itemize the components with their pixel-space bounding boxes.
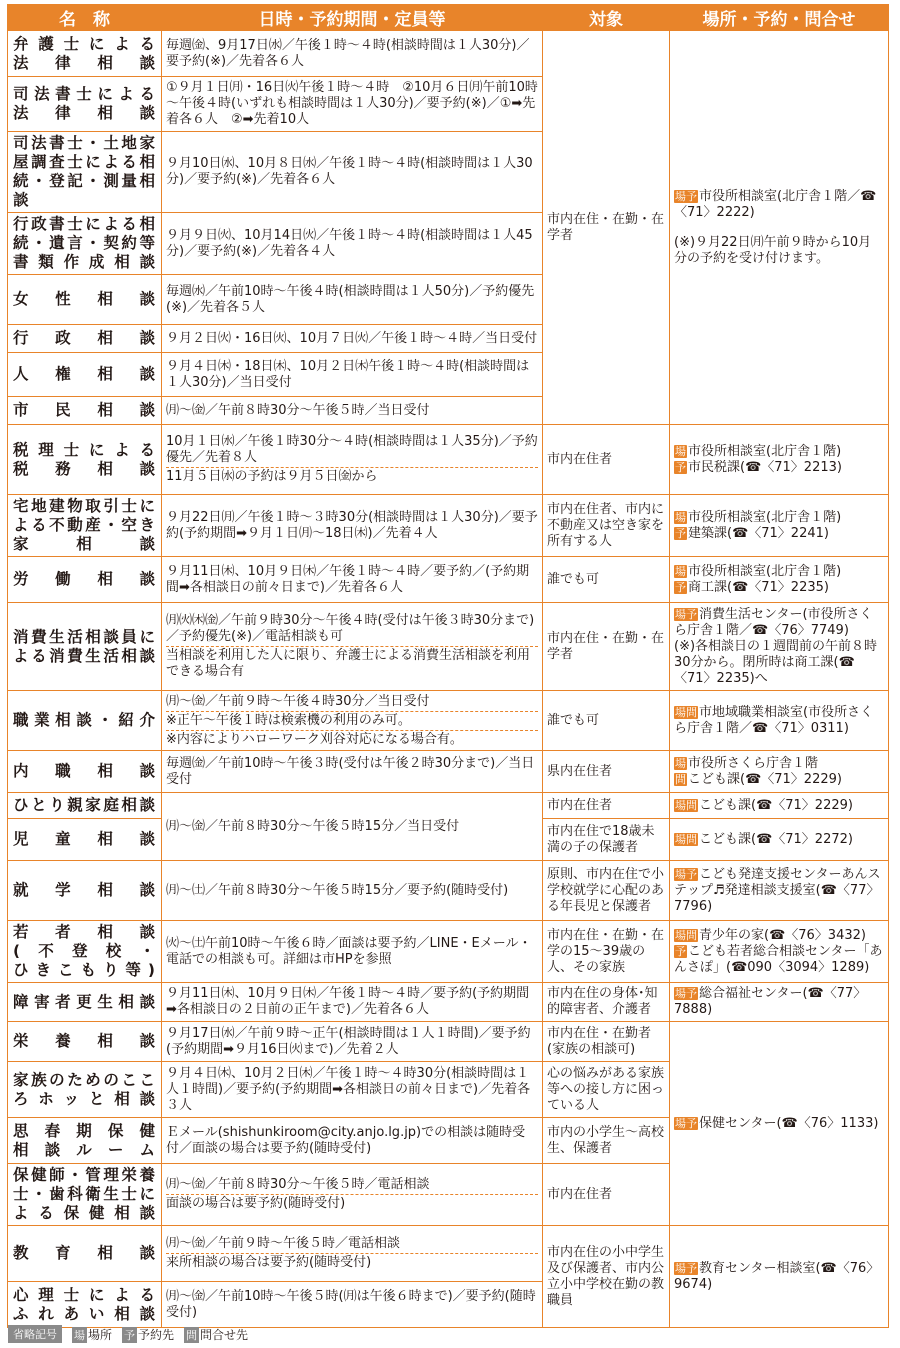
schedule-text: ９月４日㈭・18日㈭、10月２日㈭午後１時～４時(相談時間は１人30分)／当日受付 (166, 358, 530, 390)
schedule-cell (162, 691, 543, 751)
schedule-text: ９月17日㈬／午前９時～正午(相談時間は１人１時間)／要予約(予約期間➡９月16日㈫まで)／先着２人 (166, 1025, 531, 1057)
schedule-cell (162, 1226, 543, 1282)
legend-tag: 場 (74, 1328, 85, 1342)
place-line (674, 928, 884, 944)
schedule-text: 10月１日㈬／午後１時30分～４時(相談時間は１人35分)／予約優先／先着８人 (166, 434, 538, 465)
schedule-cell (162, 751, 543, 793)
schedule-cell (162, 397, 543, 425)
consultation-name (8, 425, 162, 495)
name-text: 教育相談 (13, 1244, 156, 1262)
schedule-cell (162, 603, 543, 691)
place-text: 教育センター相談室(☎〈76〉9674) (674, 1260, 880, 1292)
header-name: 名 称 (8, 5, 162, 31)
consultation-name (8, 1118, 162, 1164)
place-line (674, 798, 884, 814)
target-cell: 市内の小学生～高校生、保護者 (543, 1118, 670, 1164)
consultation-name (8, 213, 162, 275)
table-row (8, 793, 889, 819)
schedule-cell (162, 1282, 543, 1328)
place-line (674, 986, 884, 1018)
target-cell: 誰でも可 (543, 691, 670, 751)
schedule-cell (162, 132, 543, 213)
schedule-text: ９月10日㈬、10月８日㈬／午後１時～４時(相談時間は１人30分)／要予約(※)／先着各６人 (166, 156, 533, 187)
place-cell (670, 31, 889, 425)
consultation-name (8, 325, 162, 353)
place-text: こども若者総合相談センター「あんさぽ」(☎090〈3094〉1289) (674, 943, 883, 975)
schedule-text: ㈪～㈮／午前９時～午後４時30分／当日受付 (166, 693, 430, 709)
place-cell (670, 425, 889, 495)
target-cell: 市内在住・在勤・在学者 (543, 31, 670, 425)
table-row (8, 425, 889, 495)
place-tag: 場問 (675, 798, 697, 812)
schedule-cell (162, 557, 543, 603)
place-text: 商工課(☎〈71〉2235) (688, 579, 829, 595)
name-text: ひとり親家庭相談 (13, 796, 156, 814)
legend-label: 省略記号 (8, 1325, 62, 1343)
schedule-text: ９月22日㈪／午後１時～３時30分(相談時間は１人30分)／要予約(予約期間➡９月１日㈪～18日㈭)／先着４人 (166, 509, 538, 541)
schedule-text: ㈪～㈯／午前８時30分～午後５時15分／要予約(随時受付) (166, 882, 509, 898)
place-tag: 場予 (675, 1261, 697, 1275)
place-text: 消費生活センター(市役所さくら庁舎１階／☎〈76〉7749) (674, 606, 873, 638)
place-line (674, 832, 884, 848)
name-text: 保健師・管理栄養士・歯科衛生士による保健相談 (13, 1166, 156, 1222)
place-cell (670, 793, 889, 819)
consultation-name (8, 353, 162, 397)
place-text: こども課(☎〈71〉2272) (699, 831, 853, 847)
place-cell (670, 819, 889, 861)
schedule-cell (162, 1118, 543, 1164)
name-text: 職業相談・紹介 (13, 711, 156, 729)
schedule-cell (162, 353, 543, 397)
place-tag: 場予 (675, 987, 697, 1000)
place-tag: 予 (675, 944, 686, 958)
place-line (674, 564, 884, 580)
target-cell: 市内在住者 (543, 1164, 670, 1226)
table-header-row (8, 5, 889, 31)
place-cell (670, 1022, 889, 1226)
schedule-cell (162, 325, 543, 353)
place-tag: 場問 (675, 832, 697, 846)
table-row (8, 557, 889, 603)
legend-item (72, 1326, 112, 1343)
schedule-text: ９月11日㈭、10月９日㈭／午後１時～４時／要予約／(予約期間➡各相談日の前々日まで)／先着各６人 (166, 563, 530, 595)
place-line (674, 639, 884, 687)
place-tag: 場 (675, 444, 686, 458)
legend (8, 1325, 248, 1343)
consultation-name (8, 495, 162, 557)
place-line (674, 607, 884, 639)
place-cell (670, 861, 889, 921)
schedule-text: ㈪～㈮／午前10時～午後５時(㈪は午後６時まで)／要予約(随時受付) (166, 1288, 536, 1320)
place-cell (670, 983, 889, 1022)
consultation-table-container (7, 4, 888, 1328)
consultation-name (8, 861, 162, 921)
consultation-name (8, 819, 162, 861)
place-line (674, 867, 884, 915)
schedule-cell (162, 213, 543, 275)
target-cell: 市内在住の小中学生及び保護者、市内公立小中学校在勤の教職員 (543, 1226, 670, 1328)
schedule-text: ㈪㈫㈭㈮／午前９時30分～午後４時(受付は午後３時30分まで)／予約優先(※)／電話相談も可 (166, 613, 535, 644)
schedule-cell: ㈪～㈮／午前８時30分～午後５時15分／当日受付 (162, 793, 543, 861)
header-schedule: 日時・予約期間・定員等 (162, 5, 543, 31)
consultation-name (8, 31, 162, 77)
place-line (674, 580, 884, 596)
name-text: 消費生活相談員による消費生活相談 (13, 627, 156, 665)
schedule-text: 当相談を利用した人に限り、弁護士による消費生活相談を利用できる場合有 (166, 646, 538, 681)
schedule-text: Ｅメール(shishunkiroom@city.anjo.lg.jp)での相談は随時受付／面談の場合は要予約(随時受付) (166, 1124, 526, 1156)
target-cell: 市内在住の身体･知的障害者、介護者 (543, 983, 670, 1022)
legend-tag: 問 (186, 1328, 198, 1342)
place-cell (670, 495, 889, 557)
place-text: 保健センター(☎〈76〉1133) (699, 1115, 879, 1131)
name-text: 行政書士による相続・遺言・契約等書類作成相談 (13, 215, 156, 271)
place-text: 市役所相談室(北庁舎１階／☎〈71〉2222) (674, 188, 877, 220)
schedule-text: 来所相談の場合は要予約(随時受付) (166, 1253, 538, 1272)
legend-item (184, 1326, 248, 1343)
consultation-name (8, 1226, 162, 1282)
place-line (674, 189, 884, 221)
name-text: 宅地建物取引士による不動産・空き家相談 (13, 497, 156, 553)
name-text: 行政相談 (13, 329, 156, 347)
consultation-name (8, 275, 162, 325)
legend-text: 問合せ先 (200, 1327, 249, 1342)
place-tag: 場 (675, 564, 686, 578)
schedule-text: ㈪～㈮／午前８時30分～午後５時／当日受付 (166, 402, 430, 418)
schedule-cell (162, 1164, 543, 1226)
schedule-cell (162, 275, 543, 325)
schedule-cell (162, 861, 543, 921)
table-row (8, 861, 889, 921)
name-text: 家族のためのこころホッと相談 (13, 1070, 156, 1108)
target-cell: 県内在住者 (543, 751, 670, 793)
table-row (8, 1022, 889, 1062)
target-cell: 市内在住者 (543, 425, 670, 495)
consultation-name (8, 1282, 162, 1328)
target-cell: 市内在住者 (543, 793, 670, 819)
place-text: 市役所さくら庁舎１階 (688, 755, 819, 771)
place-line (674, 444, 884, 460)
place-line (674, 705, 884, 737)
consultation-name (8, 751, 162, 793)
schedule-text: ９月11日㈭、10月９日㈭／午後１時～４時／要予約(予約期間➡各相談日の２日前の正午まで)／先着各６人 (166, 986, 530, 1017)
name-text: 弁護士による 法律相談 (13, 34, 156, 72)
schedule-text: 毎週㈮、9月17日㈬／午後１時～４時(相談時間は１人30分)／要予約(※)／先着各６人 (166, 37, 530, 69)
schedule-text: ９月４日㈭、10月２日㈭／午後１時～４時30分(相談時間は１人１時間)／要予約(予約期間➡各相談日の前々日まで)／先着各３人 (166, 1065, 531, 1113)
place-line (674, 460, 884, 476)
schedule-text: ９月９日㈫、10月14日㈫／午後１時～４時(相談時間は１人45分)／要予約(※)／先着各４人 (166, 227, 533, 259)
legend-text: 場所 (88, 1327, 113, 1342)
consultation-name (8, 1164, 162, 1226)
schedule-text: ９月２日㈫・16日㈫、10月７日㈫／午後１時～４時／当日受付 (166, 330, 538, 346)
place-cell (670, 557, 889, 603)
name-text: 労働相談 (13, 570, 156, 588)
place-cell (670, 921, 889, 983)
consultation-name (8, 132, 162, 213)
name-text: 思春期保健 相談ルーム (13, 1121, 156, 1159)
place-line (674, 510, 884, 526)
schedule-text: ①９月１日㈪・16日㈫午後１時～４時 ②10月６日㈪午前10時～午後４時(いずれも相談時間は１人30分)／要予約(※)／①➡先着各６人 ②➡先着10人 (166, 80, 538, 127)
consultation-name (8, 921, 162, 983)
target-cell: 原則、市内在住で小学校就学に心配のある年長児と保護者 (543, 861, 670, 921)
legend-tag: 予 (124, 1328, 136, 1342)
target-cell: 市内在住・在勤・在学者 (543, 603, 670, 691)
place-text: 市役所相談室(北庁舎１階) (688, 563, 842, 579)
place-text: 総合福祉センター(☎〈77〉7888) (674, 986, 867, 1017)
place-text: 市民税課(☎〈71〉2213) (688, 459, 842, 475)
consultation-table (7, 4, 889, 1328)
place-line (674, 1261, 884, 1293)
target-cell: 市内在住・在勤・在学の15～39歳の人、その家族 (543, 921, 670, 983)
place-text: 市役所相談室(北庁舎１階) (688, 443, 842, 459)
place-text: 建築課(☎〈71〉2241) (688, 525, 829, 541)
legend-item (122, 1326, 174, 1343)
schedule-text: 毎週㈮／午前10時～午後３時(受付は午後２時30分まで)／当日受付 (166, 755, 535, 787)
place-tag: 問 (675, 772, 686, 786)
schedule-cell (162, 1022, 543, 1062)
place-tag: 場問 (675, 928, 697, 942)
place-cell (670, 691, 889, 751)
schedule-text: ※正午～午後１時は検索機の利用のみ可。 (166, 711, 538, 730)
schedule-text: ㈫～㈯午前10時～午後６時／面談は要予約／LINE・Eメール・電話での相談も可。詳細は市HPを参照 (166, 935, 532, 967)
consultation-name (8, 983, 162, 1022)
schedule-text: ㈪～㈮／午前８時30分～午後５時／電話相談 (166, 1177, 430, 1192)
target-cell: 心の悩みがある家族等への接し方に困っている人 (543, 1062, 670, 1118)
place-line (674, 944, 884, 976)
place-tag: 場予 (675, 1116, 697, 1130)
place-line (674, 1116, 884, 1132)
place-cell (670, 1226, 889, 1328)
header-target: 対象 (543, 5, 670, 31)
place-tag: 予 (675, 526, 686, 540)
name-text: 若者相談 (不登校・ ひきこもり等) (13, 923, 156, 979)
name-text: 司法書士・土地家屋調査士による相続・登記・測量相談 (13, 134, 156, 209)
consultation-name (8, 1022, 162, 1062)
name-text: 栄養相談 (13, 1032, 156, 1050)
legend-text: 予約先 (138, 1327, 175, 1342)
table-row (8, 603, 889, 691)
place-tag: 場予 (675, 607, 697, 621)
place-text: こども課(☎〈71〉2229) (699, 797, 853, 813)
consultation-name (8, 691, 162, 751)
target-cell: 誰でも可 (543, 557, 670, 603)
consultation-name (8, 557, 162, 603)
place-tag: 場問 (675, 705, 697, 719)
schedule-text: 面談の場合は要予約(随時受付) (166, 1194, 538, 1213)
consultation-name (8, 77, 162, 132)
name-text: 税理士による 税務相談 (13, 440, 156, 478)
schedule-cell (162, 31, 543, 77)
schedule-cell (162, 921, 543, 983)
place-text: 青少年の家(☎〈76〉3432) (699, 927, 866, 943)
table-row (8, 691, 889, 751)
consultation-name (8, 603, 162, 691)
name-text: 障害者更生相談 (13, 992, 156, 1011)
schedule-text: ㈪～㈮／午前９時～午後５時／電話相談 (166, 1236, 401, 1251)
table-row (8, 921, 889, 983)
place-tag: 予 (675, 580, 686, 594)
table-row (8, 495, 889, 557)
schedule-cell (162, 495, 543, 557)
table-row (8, 751, 889, 793)
name-text: 市民相談 (13, 401, 156, 419)
place-line (674, 756, 884, 772)
table-row (8, 1226, 889, 1282)
schedule-text: ※内容によりハローワーク刈谷対応になる場合有。 (166, 730, 538, 749)
place-text: 市役所相談室(北庁舎１階) (688, 509, 842, 525)
place-tag: 場 (675, 756, 686, 770)
name-text: 児童相談 (13, 830, 156, 848)
table-row (8, 31, 889, 77)
schedule-cell (162, 77, 543, 132)
target-cell: 市内在住・在勤者(家族の相談可) (543, 1022, 670, 1062)
consultation-name (8, 1062, 162, 1118)
place-note: (※)９月22日㈪午前９時から10月分の予約を受け付けます。 (674, 234, 872, 266)
place-line (674, 526, 884, 542)
name-text: 司法書士による 法律相談 (13, 85, 156, 122)
consultation-name (8, 793, 162, 819)
target-cell: 市内在住者、市内に不動産又は空き家を所有する人 (543, 495, 670, 557)
place-tag: 場予 (675, 189, 697, 203)
name-text: 人権相談 (13, 365, 156, 383)
schedule-cell (162, 983, 543, 1022)
place-tag: 場 (675, 510, 686, 524)
place-line (674, 772, 884, 788)
name-text: 内職相談 (13, 762, 156, 780)
target-cell: 市内在住で18歳未満の子の保護者 (543, 819, 670, 861)
place-text: こども課(☎〈71〉2229) (688, 771, 842, 787)
name-text: 就学相談 (13, 881, 156, 899)
place-tag: 予 (675, 460, 686, 474)
schedule-text: 11月５日㈬の予約は９月５日㈮から (166, 467, 538, 486)
place-tag: 場予 (675, 867, 697, 881)
name-text: 心理士による ふれあい相談 (13, 1285, 156, 1323)
schedule-cell (162, 425, 543, 495)
place-text: 市地域職業相談室(市役所さくら庁舎１階／☎〈71〉0311) (674, 704, 874, 736)
place-cell (670, 751, 889, 793)
place-cell (670, 603, 889, 691)
name-text: 女性相談 (13, 290, 156, 308)
consultation-name (8, 397, 162, 425)
table-row (8, 983, 889, 1022)
place-text: (※)各相談日の１週間前の午前８時30分から。閉所時は商工課(☎〈71〉2235)へ (674, 638, 878, 686)
schedule-text: 毎週㈬／午前10時～午後４時(相談時間は１人50分)／予約優先(※)／先着各５人 (166, 283, 535, 315)
place-text: こども発達支援センターあんステップ♬発達相談支援室(☎〈77〉7796) (674, 866, 881, 914)
header-place: 場所・予約・問合せ (670, 5, 889, 31)
schedule-cell (162, 1062, 543, 1118)
